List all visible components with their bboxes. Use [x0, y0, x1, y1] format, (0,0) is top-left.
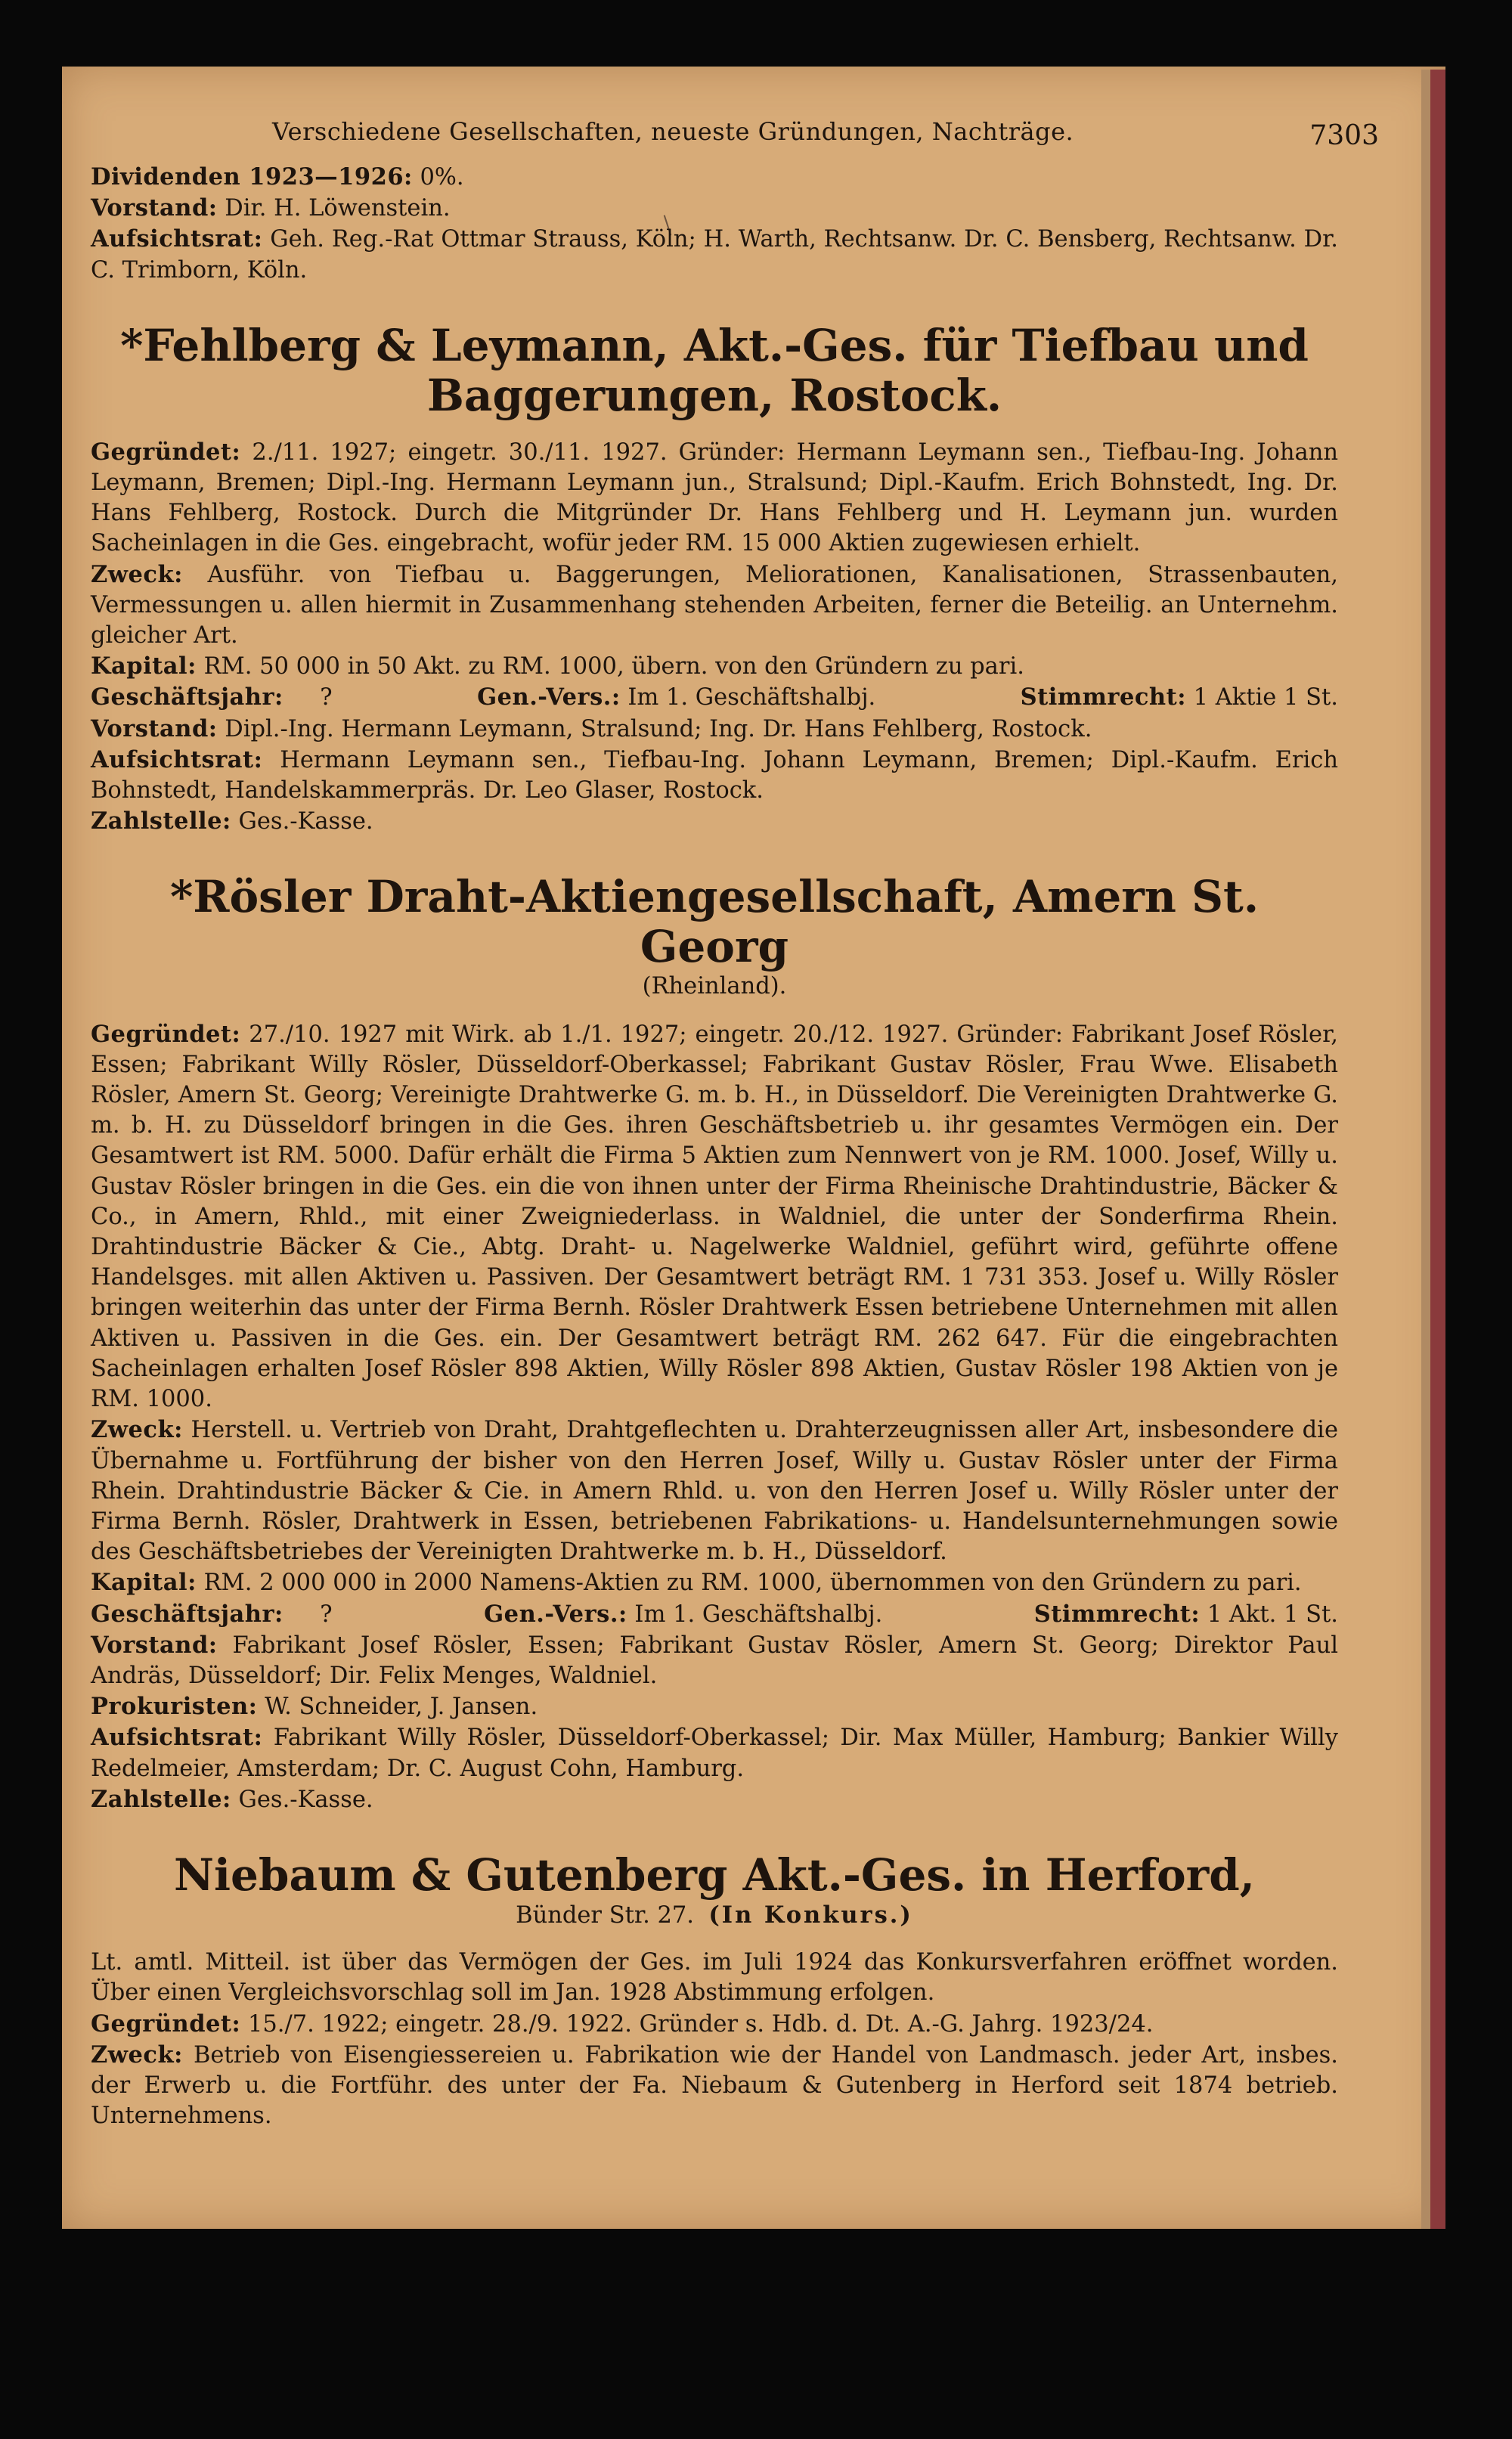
niebaum-address-line	[91, 1900, 1338, 1931]
fehlberg-title-line2: Baggerungen, Rostock.	[426, 369, 1002, 421]
book-binding	[1430, 70, 1445, 2229]
paying-office-line	[91, 806, 1338, 837]
founded-label: Gegründet:	[91, 1020, 241, 1048]
founded-line	[91, 437, 1338, 559]
roesler-title: *Rösler Draht-Aktiengesellschaft, Amern St. Georg	[169, 871, 1259, 973]
board-line	[91, 1630, 1338, 1691]
capital-line	[91, 651, 1338, 682]
founded-line	[91, 1019, 1338, 1415]
roesler-subtitle: (Rheinland).	[642, 973, 787, 1000]
vote-label: Stimmrecht:	[1033, 1600, 1201, 1628]
paying-office-line	[91, 1784, 1338, 1815]
proxies-line	[91, 1691, 1338, 1722]
board-label: Vorstand:	[91, 714, 218, 742]
fiscal-value: ?	[320, 1601, 333, 1628]
meeting-value: Im 1. Geschäftshalbj.	[627, 684, 876, 711]
niebaum-entry	[91, 1850, 1338, 2131]
paying-label: Zahlstelle:	[91, 1785, 231, 1813]
fiscal-label: Geschäftsjahr:	[91, 1600, 284, 1628]
capital-value: RM. 50 000 in 50 Akt. zu RM. 1000, übern. von den Gründern zu pari.	[203, 653, 1024, 680]
voting-right	[1034, 1599, 1338, 1630]
purpose-line	[91, 2040, 1338, 2132]
paying-value: Ges.-Kasse.	[238, 808, 373, 835]
page-number: 7303	[1309, 120, 1379, 151]
founded-value: 15./7. 1922; eingetr. 28./9. 1922. Gründer s. Hdb. d. Dt. A.-G. Jahrg. 1923/24.	[247, 2010, 1154, 2038]
purpose-label: Zweck:	[91, 1416, 183, 1444]
paying-label: Zahlstelle:	[91, 807, 231, 835]
vote-label: Stimmrecht:	[1020, 683, 1186, 711]
meeting-label: Gen.-Vers.:	[477, 683, 621, 711]
founded-value: 2./11. 1927; eingetr. 30./11. 1927. Gründer: Hermann Leymann sen., Tiefbau-Ing. Johann Leymann, Bremen; Dipl.-Ing. Hermann Leymann jun., Stralsund; Dipl.-Kaufm. Erich Bohnstedt, Ing. Dr. Hans Fehlberg, Rostock. Durch die Mitgründer Dr. Hans Fehlberg und H. Leymann jun. wurden Sacheinlagen in die Ges. eingebracht, wofür jeder RM. 15 000 Aktien zugewiesen erhielt.	[91, 439, 1338, 557]
niebaum-address: Bünder Str. 27.	[516, 1901, 694, 1929]
fiscal-year	[91, 682, 333, 713]
fehlberg-entry	[91, 321, 1338, 838]
proxies-value: W. Schneider, J. Jansen.	[265, 1694, 538, 1721]
meeting-label: Gen.-Vers.:	[484, 1600, 627, 1628]
capital-label: Kapital:	[91, 1569, 197, 1597]
purpose-value: Herstell. u. Vertrieb von Draht, Drahtgeflechten u. Drahterzeugnissen aller Art, insbesondere die Übernahme u. Fortführung der bisher von den Herren Josef, Willy u. Gustav Rösler unter der Firma Rhein. Drahtindustrie Bäcker & Cie. in Amern Rhld. u. von den Herren Josef u. Willy Rösler unter der Firma Bernh. Rösler, Drahtwerk in Essen, betriebenen Fabrikations- u. Handelsunternehmungen sowie des Geschäftsbetriebes der Vereinigten Drahtwerke m. b. H., Düsseldorf.	[91, 1417, 1338, 1566]
board-line	[91, 193, 1338, 224]
niebaum-intro: Lt. amtl. Mitteil. ist über das Vermögen der Ges. im Juli 1924 das Konkursverfahren eröffnet worden. Über einen Vergleichsvorschlag soll im Jan. 1928 Abstimmung erfolgen.	[91, 1949, 1338, 2007]
fehlberg-title-line1: *Fehlberg & Leymann, Akt.-Ges. für Tiefbau und	[120, 319, 1309, 371]
board-value: Dir. H. Löwenstein.	[225, 195, 451, 222]
purpose-value: Betrieb von Eisengiessereien u. Fabrikation wie der Handel von Landmasch. jeder Art, insbes. der Erwerb u. die Fortführ. des unter der Fa. Niebaum & Gutenberg in Herford seit 1874 betrieb. Unternehmens.	[91, 2041, 1338, 2130]
dividends-label: Dividenden 1923—1926:	[91, 163, 413, 191]
book-page	[62, 67, 1445, 2229]
purpose-value: Ausführ. von Tiefbau u. Baggerungen, Meliorationen, Kanalisationen, Strassenbauten, Vermessungen u. allen hiermit in Zusammenhang stehenden Arbeiten, ferner die Beteilig. an Unternehm. gleicher Art.	[91, 561, 1338, 649]
fiscal-meeting-vote-line	[91, 682, 1338, 713]
fiscal-label: Geschäftsjahr:	[91, 683, 284, 711]
supervisory-label: Aufsichtsrat:	[91, 745, 263, 773]
previous-company-entry	[91, 162, 1338, 286]
supervisory-line	[91, 745, 1338, 806]
purpose-line	[91, 559, 1338, 652]
supervisory-line	[91, 224, 1338, 285]
supervisory-line	[91, 1722, 1338, 1784]
board-label: Vorstand:	[91, 1631, 218, 1659]
dividends-line	[91, 162, 1338, 193]
capital-value: RM. 2 000 000 in 2000 Namens-Aktien zu RM. 1000, übernommen von den Gründern zu pari.	[203, 1570, 1302, 1597]
supervisory-value: Fabrikant Willy Rösler, Düsseldorf-Oberkassel; Dir. Max Müller, Hamburg; Bankier Willy Redelmeier, Amsterdam; Dr. C. August Cohn, Hamburg.	[91, 1725, 1338, 1782]
fiscal-year	[91, 1599, 333, 1630]
board-value: Dipl.-Ing. Hermann Leymann, Stralsund; Ing. Dr. Hans Fehlberg, Rostock.	[225, 715, 1092, 742]
board-label: Vorstand:	[91, 194, 218, 222]
supervisory-label: Aufsichtsrat:	[91, 1724, 263, 1752]
niebaum-status: (In Konkurs.)	[708, 1901, 913, 1929]
purpose-label: Zweck:	[91, 2041, 183, 2069]
page-content	[91, 113, 1379, 2131]
general-meeting	[484, 1599, 882, 1630]
page-stack-edge	[1421, 70, 1430, 2229]
founded-value: 27./10. 1927 mit Wirk. ab 1./1. 1927; eingetr. 20./12. 1927. Gründer: Fabrikant Josef Rösler, Essen; Fabrikant Willy Rösler, Düsseldorf-Oberkassel; Fabrikant Gustav Rösler, Frau Wwe. Elisabeth Rösler, Amern St. Georg; Vereinigte Drahtwerke G. m. b. H., in Düsseldorf. Die Vereinigten Drahtwerke G. m. b. H. zu Düsseldorf bringen in die Ges. ihren Geschäftsbetrieb u. ihr gesamtes Vermögen ein. Der Gesamtwert ist RM. 5000. Dafür erhält die Firma 5 Aktien zum Nennwert von je RM. 1000. Josef, Willy u. Gustav Rösler bringen in die Ges. ein die von ihnen unter der Firma Rheinische Drahtindustrie, Bäcker & Co., in Amern, Rhld., mit einer Zweigniederlass. in Waldniel, die unter der Sonderfirma Rhein. Drahtindustrie Bäcker & Cie., Abtg. Draht- u. Nagelwerke Waldniel, geführt wird, geführte offene Handelsges. mit allen Aktiven u. Passiven. Der Gesamtwert beträgt RM. 1 731 353. Josef u. Willy Rösler bringen weiterhin das unter der Firma Bernh. Rösler Drahtwerk Essen betriebene Unternehmen mit allen Aktiven u. Passiven in die Ges. ein. Der Gesamtwert beträgt RM. 262 647. Für die eingebrachten Sacheinlagen erhalten Josef Rösler 898 Aktien, Willy Rösler 898 Aktien, Gustav Rösler 198 Aktien von je RM. 1000.	[91, 1021, 1339, 1413]
board-value: Fabrikant Josef Rösler, Essen; Fabrikant Gustav Rösler, Amern St. Georg; Direktor Paul Andräs, Düsseldorf; Dir. Felix Menges, Waldniel.	[91, 1632, 1338, 1689]
purpose-label: Zweck:	[91, 560, 183, 588]
paying-value: Ges.-Kasse.	[238, 1786, 373, 1813]
niebaum-title: Niebaum & Gutenberg Akt.-Ges. in Herford,	[173, 1849, 1255, 1901]
founded-label: Gegründet:	[91, 438, 241, 466]
running-head	[91, 113, 1379, 162]
proxies-label: Prokuristen:	[91, 1693, 258, 1721]
capital-line	[91, 1567, 1338, 1598]
supervisory-value: Hermann Leymann sen., Tiefbau-Ing. Johann Leymann, Bremen; Dipl.-Kaufm. Erich Bohnstedt, Handelskammerpräs. Dr. Leo Glaser, Rostock.	[91, 746, 1338, 804]
founded-label: Gegründet:	[91, 2010, 241, 2038]
capital-label: Kapital:	[91, 652, 197, 680]
founded-line	[91, 2009, 1338, 2040]
board-line	[91, 714, 1338, 745]
roesler-entry	[91, 872, 1338, 1815]
vote-value: 1 Aktie 1 St.	[1193, 684, 1338, 711]
vote-value: 1 Akt. 1 St.	[1207, 1601, 1338, 1628]
fiscal-value: ?	[320, 684, 333, 711]
voting-right	[1021, 682, 1338, 713]
supervisory-value: Geh. Reg.-Rat Ottmar Strauss, Köln; H. Warth, Rechtsanw. Dr. C. Bensberg, Rechtsanw. Dr. C. Trimborn, Köln.	[91, 226, 1338, 284]
dividends-value: 0%.	[420, 164, 464, 191]
purpose-line	[91, 1415, 1338, 1567]
meeting-value: Im 1. Geschäftshalbj.	[634, 1601, 883, 1628]
fiscal-meeting-vote-line	[91, 1599, 1338, 1630]
supervisory-label: Aufsichtsrat:	[91, 225, 263, 253]
running-head-title: Verschiedene Gesellschaften, neueste Gründungen, Nachträge.	[272, 117, 1074, 146]
general-meeting	[477, 682, 875, 713]
